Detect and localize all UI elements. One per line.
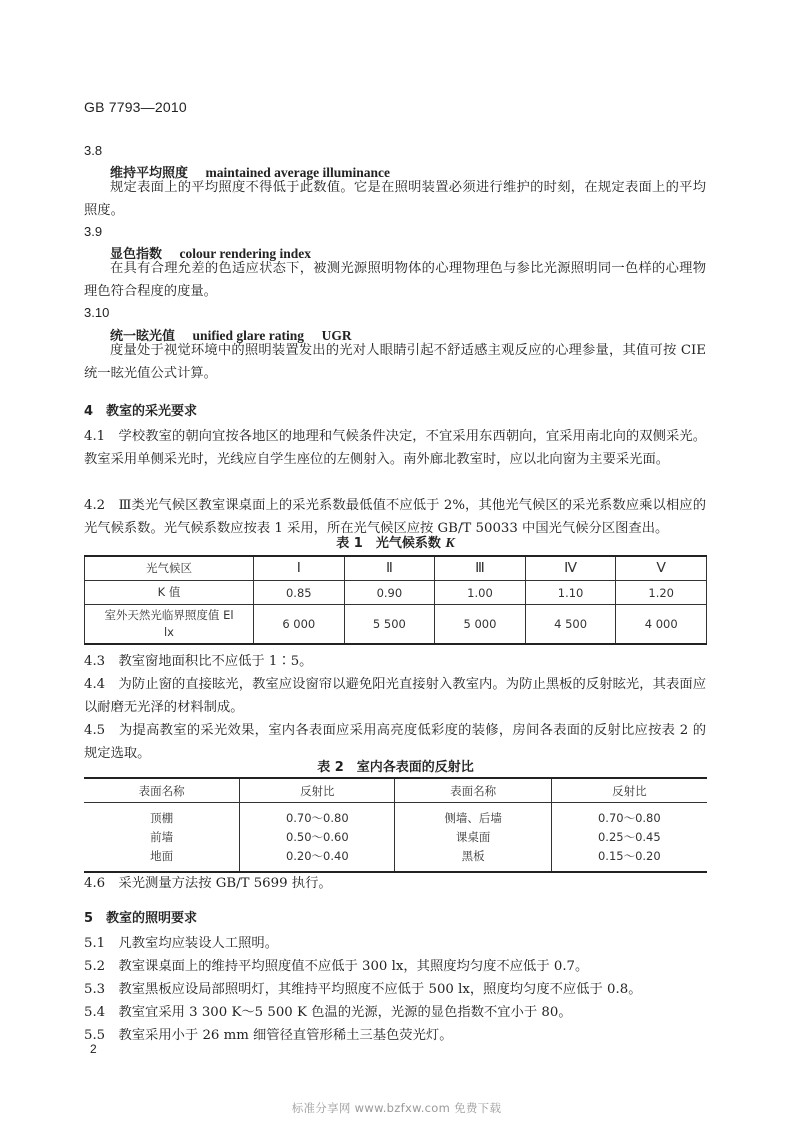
term-abbr: UGR — [321, 328, 352, 343]
table-cell: 0.70～0.80 — [285, 810, 349, 825]
clause-4-4: 4.4 为防止窗的直接眩光，教室应设窗帘以避免阳光直接射入教室内。为防止黑板的反射眩光，其表面应以耐磨无光泽的材料制成。 — [84, 677, 706, 715]
table-cell: 0.20～0.40 — [285, 848, 349, 863]
term-en: unified glare rating — [192, 328, 305, 343]
term-en: colour rendering index — [179, 246, 312, 261]
table-cell: 5 000 — [435, 605, 526, 645]
table-cell: 光气候区 — [85, 556, 254, 581]
caption-k-symbol: K — [445, 536, 455, 551]
table-cell: 顶棚 — [84, 803, 240, 828]
clause-4-1: 4.1 学校教室的朝向宜按各地区的地理和气候条件决定，不宜采用东西朝向，宜采用南北向的双侧采光。教室采用单侧采光时，光线应自学生座位的左侧射入。南外廊北教室时，应以北向窗为主要采光面。 — [84, 429, 706, 467]
table-row — [84, 803, 707, 828]
table-cell: 1.00 — [435, 581, 526, 605]
table-cell: 黑板 — [395, 846, 551, 872]
clause-4-3: 4.3 教室窗地面积比不应低于 1∶5。 — [84, 654, 313, 669]
clause-4-5: 4.5 为提高教室的采光效果，室内各表面应采用高亮度低彩度的装修，房间各表面的反射比应按表 2 的规定选取。 — [84, 723, 706, 761]
clause-5-5: 5.5 教室采用小于 26 mm 细管径直管形稀土三基色荧光灯。 — [84, 1028, 453, 1043]
clause-5-3: 5.3 教室黑板应设局部照明灯，其维持平均照度不应低于 500 lx，照度均匀度不应低于 0.8。 — [84, 982, 642, 997]
table-row — [84, 827, 707, 846]
definition-3-9: 在具有合理允差的色适应状态下，被测光源照明物体的心理物理色与参比光源照明同一色样的心理物理色符合程度的度量。 — [84, 261, 706, 299]
table-cell: 课桌面 — [395, 827, 551, 846]
definition-3-10: 度量处于视觉环境中的照明装置发出的光对人眼睛引起不舒适感主观反应的心理参量，其值可按 CIE 统一眩光值公式计算。 — [84, 343, 706, 381]
section-heading-4: 4 教室的采光要求 — [84, 404, 198, 419]
zone-cell: Ⅳ — [525, 556, 616, 581]
table-cell: 5 500 — [344, 605, 435, 645]
table-cell: 0.90 — [344, 581, 435, 605]
table-2-caption: 表 2 室内各表面的反射比 — [317, 760, 474, 775]
term-cn: 统一眩光值 — [110, 329, 176, 344]
clause-number-3-8: 3.8 — [84, 143, 103, 158]
table-cell: 0.15～0.20 — [597, 848, 661, 863]
table-1-light-climate-coefficient — [84, 555, 707, 645]
zone-cell: Ⅱ — [344, 556, 435, 581]
zone-cell: Ⅲ — [435, 556, 526, 581]
table-row — [85, 556, 707, 581]
table-header-row — [84, 778, 707, 803]
term-cn: 显色指数 — [110, 247, 163, 262]
table-cell: 0.70～0.80 — [597, 810, 661, 825]
table-row — [84, 846, 707, 872]
column-header: 表面名称 — [84, 778, 240, 803]
table-cell: 4 000 — [616, 605, 707, 645]
clause-5-4: 5.4 教室宜采用 3 300 K～5 500 K 色温的光源，光源的显色指数不宜小于 80。 — [84, 1005, 572, 1020]
clause-number-3-10: 3.10 — [84, 305, 110, 320]
table-cell: 0.50～0.60 — [285, 829, 349, 844]
table-cell: 1.10 — [525, 581, 616, 605]
zone-cell: Ⅰ — [254, 556, 345, 581]
document-id: GB 7793—2010 — [84, 99, 187, 115]
zone-cell: Ⅴ — [616, 556, 707, 581]
table-row — [85, 581, 707, 605]
clause-5-2: 5.2 教室课桌面上的维持平均照度值不应低于 300 lx，其照度均匀度不应低于 0.7。 — [84, 959, 589, 974]
column-header: 表面名称 — [395, 778, 551, 803]
table-cell: 地面 — [84, 846, 240, 872]
clause-4-2: 4.2 Ⅲ类光气候区教室课桌面上的采光系数最低值不应低于 2%，其他光气候区的采光系数应乘以相应的光气候系数。光气候系数应按表 1 采用，所在光气候区应按 GB/T 50033 中国光气候分区图查出。 — [84, 498, 706, 536]
table-cell: 室外天然光临界照度值 El lx — [85, 605, 254, 645]
table-cell: K 值 — [85, 581, 254, 605]
table-cell: 0.25～0.45 — [597, 829, 661, 844]
clause-4-6: 4.6 采光测量方法按 GB/T 5699 执行。 — [84, 876, 332, 891]
table-row — [85, 605, 707, 645]
column-header: 反射比 — [551, 778, 707, 803]
clause-5-1: 5.1 凡教室均应装设人工照明。 — [84, 936, 279, 951]
table-cell: 4 500 — [525, 605, 616, 645]
watermark-link[interactable]: 标准分享网 www.bzfxw.com 免费下载 — [291, 1101, 502, 1115]
table-cell: 0.85 — [254, 581, 345, 605]
column-header: 反射比 — [240, 778, 395, 803]
table-cell: 侧墙、后墙 — [395, 803, 551, 828]
term-en: maintained average illuminance — [205, 165, 391, 180]
table-cell: 6 000 — [254, 605, 345, 645]
section-heading-5: 5 教室的照明要求 — [84, 911, 198, 926]
definition-3-8: 规定表面上的平均照度不得低于此数值。它是在照明装置必须进行维护的时刻，在规定表面上的平均照度。 — [84, 180, 706, 218]
page-number: 2 — [90, 1042, 97, 1056]
table-cell: 1.20 — [616, 581, 707, 605]
table-2-reflectance — [84, 777, 707, 873]
table-cell: 前墙 — [84, 827, 240, 846]
clause-number-3-9: 3.9 — [84, 224, 103, 239]
term-cn: 维持平均照度 — [110, 166, 189, 181]
table-1-caption: 表 1 光气候系数 K — [336, 536, 455, 551]
